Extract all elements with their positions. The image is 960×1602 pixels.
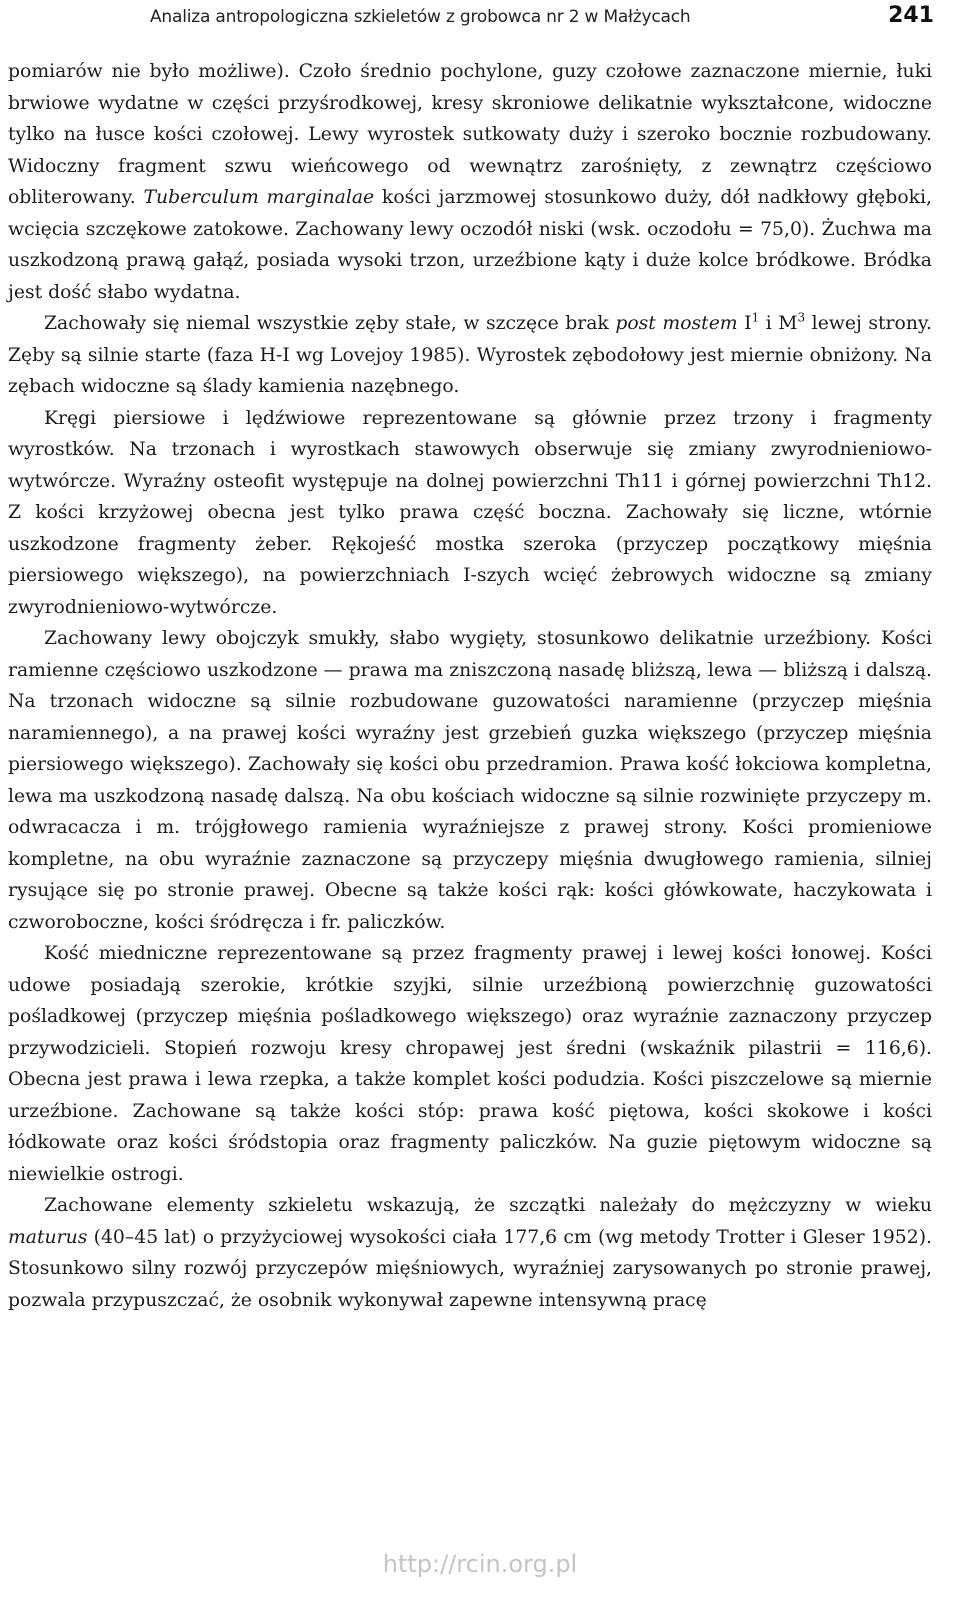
article-body — [8, 56, 932, 1316]
page-header — [0, 0, 960, 40]
paragraph — [8, 623, 932, 938]
italic-term: post mostem — [615, 313, 738, 334]
text-run: Zachowały się niemal wszystkie zęby stałe, w szczęce brak — [44, 313, 616, 334]
watermark-url: http://rcin.org.pl — [382, 1550, 578, 1578]
text-run: kości jarzmowej stosunkowo duży, dół nadkłowy głęboki, wcięcia szczękowe zatokowe. Zachowany lewy oczodół niski (wsk. oczodołu = 75,0). Żuchwa ma uszkodzoną prawą gałąź, posiada wysoki trzon, urzeźbione kąty i duże kolce bródkowe. Bródka jest dość słabo wydatna. — [8, 187, 932, 303]
italic-term: Tuberculum marginalae — [143, 187, 375, 208]
text-run: Zachowane elementy szkieletu wskazują, że szczątki należały do mężczyzny w wieku — [44, 1195, 932, 1216]
text-run: Zachowany lewy obojczyk smukły, słabo wygięty, stosunkowo delikatnie urzeźbiony. Kości ramienne częściowo uszkodzone — prawa ma zniszczoną nasadę bliższą, lewa — bliższą i dalszą. Na trzonach widoczne są silnie rozbudowane guzowatości naramienne (przyczep mięśnia naramiennego), a na prawej kości wyraźny jest grzebień guzka większego (przyczep mięśnia piersiowego większego). Zachowały się kości obu przedramion. Prawa kość łokciowa kompletna, lewa ma uszkodzoną nasadę dalszą. Na obu kościach widoczne są silnie rozwinięte przyczepy m. odwracacza i m. trójgłowego ramienia wyraźniejsze z prawej strony. Kości promieniowe kompletne, na obu wyraźnie zaznaczone są przyczepy mięśnia dwugłowego ramienia, silniej rysujące się po stronie prawej. Obecne są także kości rąk: kości główkowate, haczykowata i czworoboczne, kości śródręcza i fr. paliczków. — [8, 628, 932, 933]
paragraph — [8, 1190, 932, 1316]
paragraph — [8, 938, 932, 1190]
text-run: lewej strony. Zęby są silnie starte (faza H-I wg Lovejoy 1985). Wyrostek zębodołowy jest miernie obniżony. Na zębach widoczne są ślady kamienia nazębnego. — [8, 313, 932, 397]
page-number: 241 — [888, 3, 934, 28]
paragraph — [8, 56, 932, 308]
superscript: 3 — [797, 310, 806, 325]
paragraph — [8, 308, 932, 403]
text-run: pomiarów nie było możliwe). Czoło średnio pochylone, guzy czołowe zaznaczone miernie, łuki brwiowe wydatne w części przyśrodkowej, kresy skroniowe delikatnie wykształcone, widoczne tylko na łusce kości czołowej. Lewy wyrostek sutkowaty duży i szeroko bocznie rozbudowany. Widoczny fragment szwu wieńcowego od wewnątrz zarośnięty, z zewnątrz częściowo obliterowany. — [8, 61, 932, 208]
text-run: i M — [759, 313, 798, 334]
superscript: 1 — [751, 310, 760, 325]
text-run: I — [737, 313, 752, 334]
text-run: Kręgi piersiowe i lędźwiowe reprezentowane są głównie przez trzony i fragmenty wyrostków. Na trzonach i wyrostkach stawowych obserwuje się zmiany zwyrodnieniowo-wytwórcze. Wyraźny osteofit występuje na dolnej powierzchni Th11 i górnej powierzchni Th12. Z kości krzyżowej obecna jest tylko prawa część boczna. Zachowały się liczne, wtórnie uszkodzone fragmenty żeber. Rękojeść mostka szeroka (przyczep początkowy mięśnia piersiowego większego), na powierzchniach I-szych wcięć żebrowych widoczne są zmiany zwyrodnieniowo-wytwórcze. — [8, 407, 932, 618]
running-head: Analiza antropologiczna szkieletów z grobowca nr 2 w Małżycach — [150, 7, 691, 27]
text-run: (40–45 lat) o przyżyciowej wysokości ciała 177,6 cm (wg metody Trotter i Gleser 1952). Stosunkowo silny rozwój przyczepów mięśniowych, wyraźniej zarysowanych po stronie prawej, pozwala przypuszczać, że osobnik wykonywał zapewne intensywną pracę — [8, 1226, 932, 1311]
italic-term: maturus — [8, 1226, 88, 1248]
paragraph — [8, 403, 932, 624]
text-run: Kość miedniczne reprezentowane są przez fragmenty prawej i lewej kości łonowej. Kości udowe posiadają szerokie, krótkie szyjki, silnie urzeźbioną powierzchnię guzowatości pośladkowej (przyczep mięśnia pośladkowego większego) oraz wyraźnie zaznaczony przyczep przywodzicieli. Stopień rozwoju kresy chropawej jest średni (wskaźnik pilastrii = 116,6). Obecna jest prawa i lewa rzepka, a także komplet kości podudzia. Kości piszczelowe są miernie urzeźbione. Zachowane są także kości stóp: prawa kość piętowa, kości skokowe i kości łódkowate oraz kości śródstopia oraz fragmenty paliczków. Na guzie piętowym widoczne są niewielkie ostrogi. — [8, 943, 932, 1185]
